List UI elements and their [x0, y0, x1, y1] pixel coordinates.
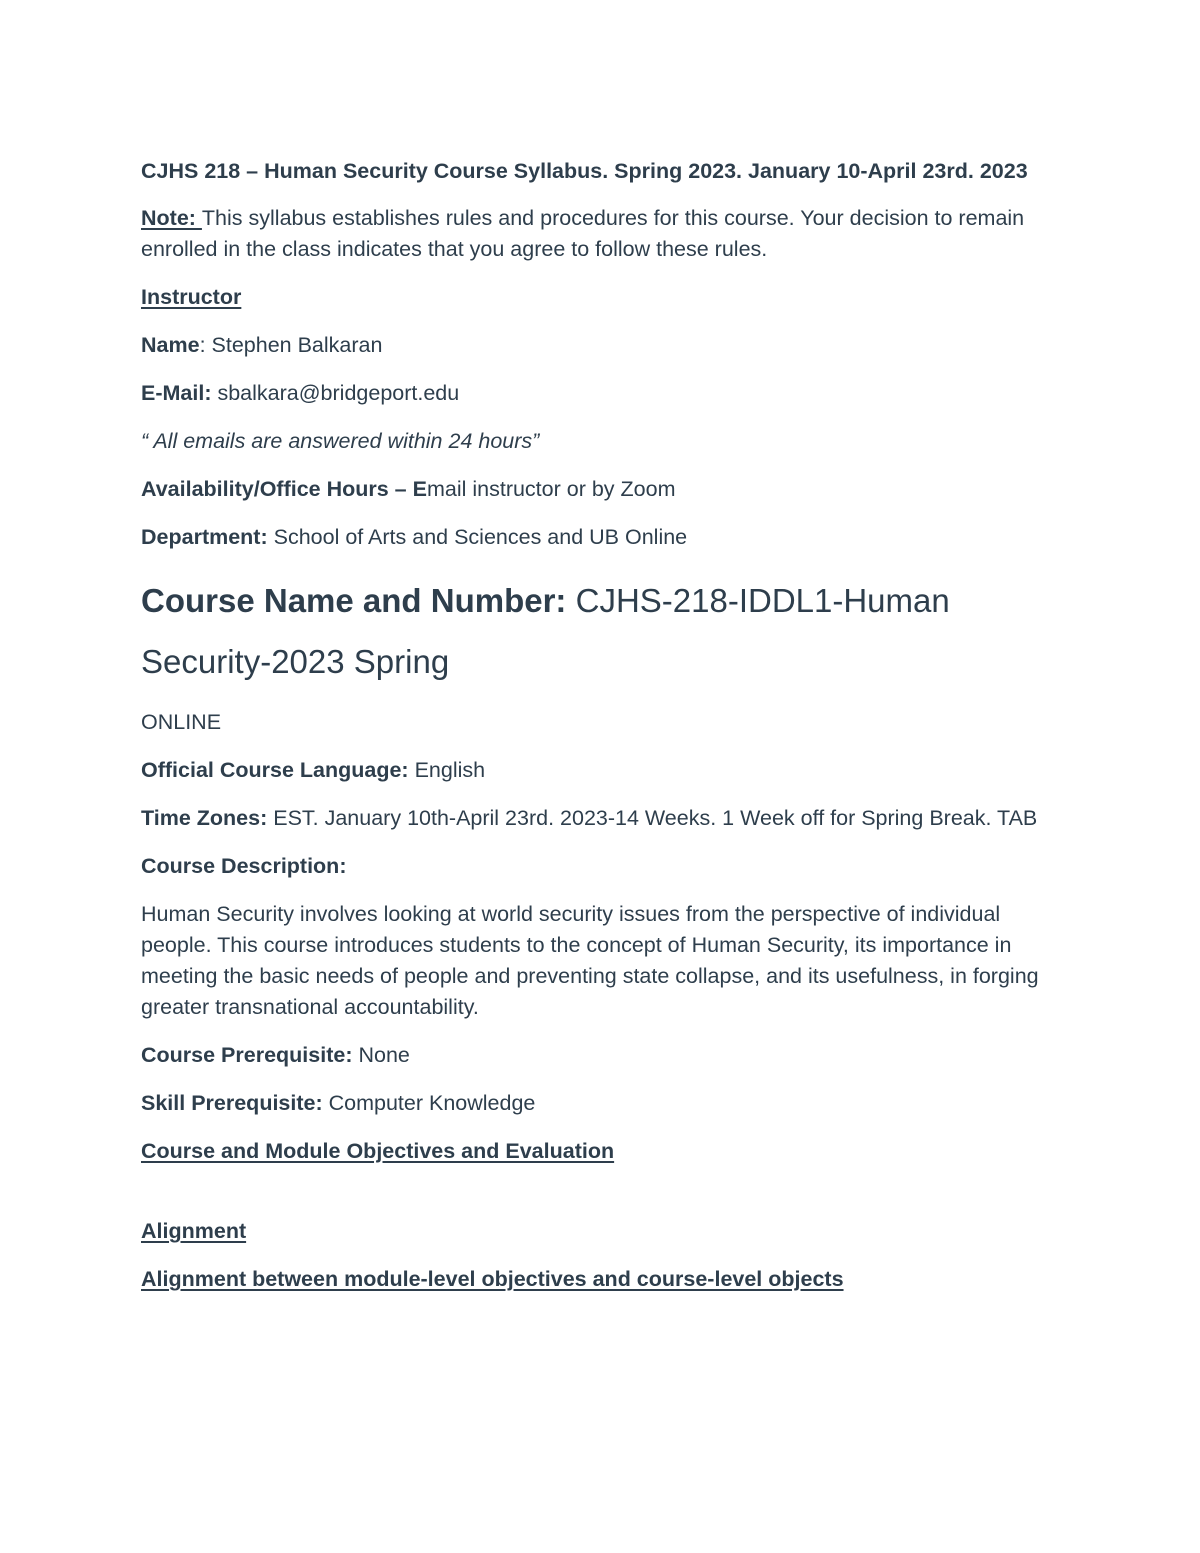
department-line [141, 522, 1061, 553]
course-prereq-value: None [352, 1043, 410, 1067]
email-value: sbalkara@bridgeport.edu [211, 381, 460, 405]
name-label: Name [141, 333, 200, 357]
syllabus-page [141, 156, 1061, 1295]
time-zones-line [141, 803, 1061, 834]
objectives-heading: Course and Module Objectives and Evaluation [141, 1139, 615, 1163]
time-zones-label: Time Zones: [141, 806, 268, 830]
description-text: Human Security involves looking at world security issues from the perspective of individual people. This course introduces students to the concept of Human Security, its importance in meeting the basic needs of people and preventing state collapse, and its usefulness, in forging greater transnational accountability. [141, 902, 1039, 1019]
email-label: E-Mail: [141, 381, 212, 405]
delivery-mode: ONLINE [141, 710, 222, 734]
department-value: School of Arts and Sciences and UB Online [267, 525, 688, 549]
skill-prereq-label: Skill Prerequisite: [141, 1091, 323, 1115]
language-line [141, 755, 1061, 786]
note-label: Note: [141, 206, 202, 230]
note-text: This syllabus establishes rules and procedures for this course. Your decision to remain enrolled in the class indicates that you agree to follow these rules. [141, 206, 1025, 261]
alignment-subheading: Alignment between module-level objectives and course-level objects [141, 1267, 844, 1291]
course-name-label: Course Name and Number: [141, 582, 567, 619]
instructor-heading: Instructor [141, 285, 242, 309]
availability-label: Availability/Office Hours – E [141, 477, 427, 501]
skill-prereq-line [141, 1088, 1061, 1119]
course-prereq-label: Course Prerequisite: [141, 1043, 353, 1067]
email-line [141, 378, 1061, 409]
email-response-note: “ All emails are answered within 24 hours” [141, 429, 540, 453]
instructor-name-line [141, 330, 1061, 361]
name-value: Stephen Balkaran [211, 333, 383, 357]
availability-value: mail instructor or by Zoom [426, 477, 676, 501]
skill-prereq-value: Computer Knowledge [322, 1091, 536, 1115]
document-title: CJHS 218 – Human Security Course Syllabus. Spring 2023. January 10-April 23rd. 2023 [141, 159, 1028, 183]
alignment-heading: Alignment [141, 1219, 247, 1243]
course-name-heading [141, 570, 1061, 692]
time-zones-value: EST. January 10th-April 23rd. 2023-14 Weeks. 1 Week off for Spring Break. TAB [267, 806, 1038, 830]
course-name-value: CJHS-218-IDDL1-Human Security-2023 Spring [141, 582, 950, 680]
department-label: Department: [141, 525, 268, 549]
name-separator: : [199, 333, 212, 357]
availability-line [141, 474, 1061, 505]
course-prereq-line [141, 1040, 1061, 1071]
language-value: English [408, 758, 486, 782]
blank-space [141, 1167, 1061, 1216]
description-heading: Course Description: [141, 854, 347, 878]
note-paragraph [141, 203, 1061, 265]
language-label: Official Course Language: [141, 758, 409, 782]
